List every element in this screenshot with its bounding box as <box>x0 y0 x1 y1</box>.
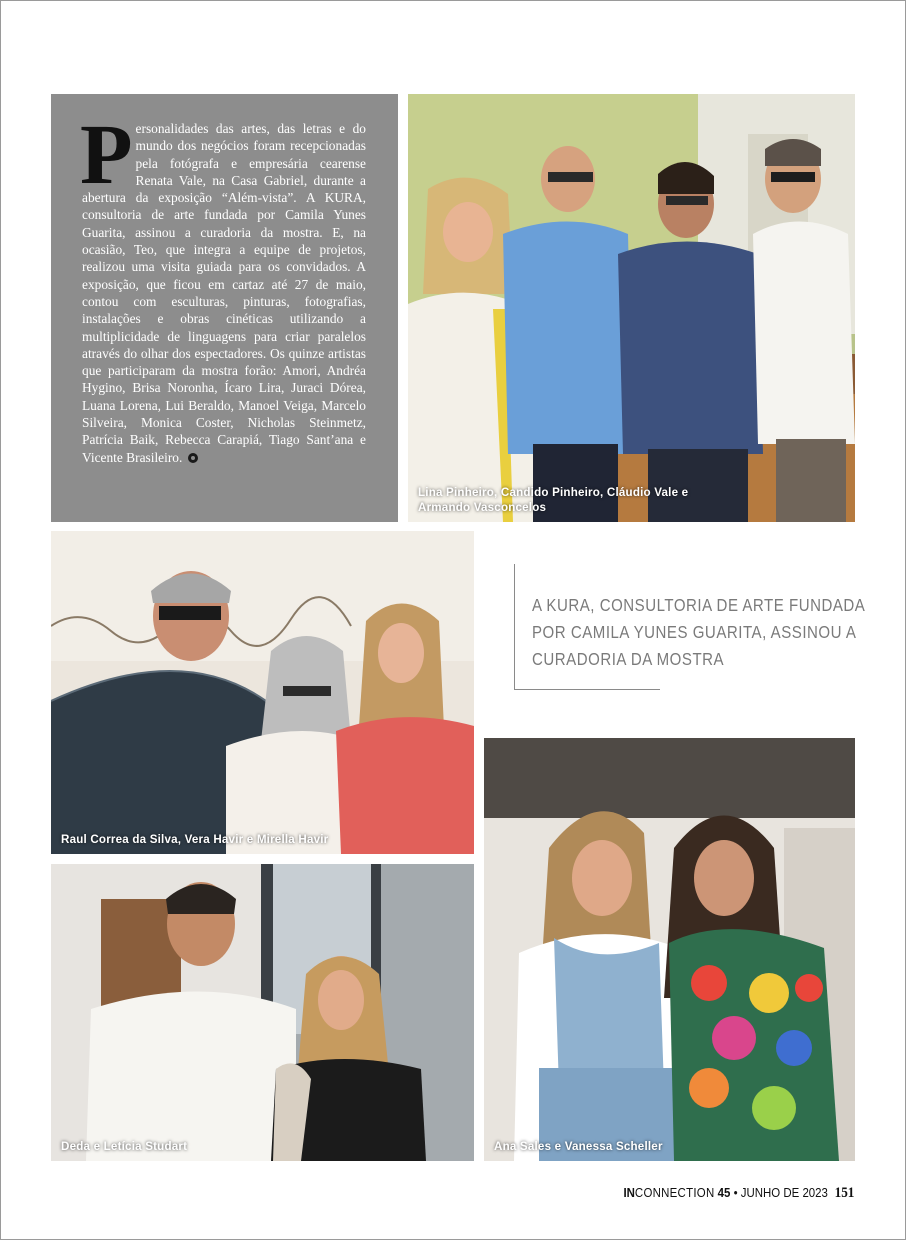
brand-name-bold: IN <box>623 1185 635 1200</box>
photo-duo-ana-image <box>484 738 855 1161</box>
photo-caption: Lina Pinheiro, Candido Pinheiro, Cláudio Vale e Armando Vasconcelos <box>418 486 689 514</box>
pull-quote-vertical-rule <box>514 564 515 690</box>
drop-cap: P <box>80 106 133 202</box>
pull-quote-text <box>532 592 866 673</box>
issue-number: 45 <box>717 1185 730 1200</box>
intro-text-box <box>51 94 398 522</box>
page-footer <box>623 1185 854 1202</box>
intro-paragraph <box>80 106 366 466</box>
photo-couple-deda-image <box>51 864 474 1161</box>
photo-duo-ana <box>484 738 855 1161</box>
pull-quote-horizontal-rule <box>514 689 660 690</box>
pull-quote-line: CURADORIA DA MOSTRA <box>532 649 725 669</box>
photo-couple-deda <box>51 864 474 1161</box>
end-of-article-icon <box>188 453 198 463</box>
pull-quote <box>514 564 866 690</box>
pull-quote-line: A KURA, CONSULTORIA DE ARTE FUNDADA <box>532 595 866 615</box>
page-number: 151 <box>834 1185 854 1201</box>
intro-body: ersonalidades das artes, das letras e do mundo dos negócios foram recepcionadas pela fotógrafa e empresária cearense Renata Vale, na Casa Gabriel, durante a abertura da exposição “Além-vista”. A KURA, consultoria de arte fundada por Camila Yunes Guarita, assinou a curadoria da mostra. E, na ocasião, Teo, que integra a equipe de projetos, realizou uma visita guiada para os convidados. A exposição, que ficou em cartaz até 27 de maio, contou com esculturas, pinturas, fotografias, instalações e obras cinéticas utilizando a multiplicidade de linguagens para criar paralelos através do olhar dos espectadores. Os quinze artistas que participaram da mostra forão: Amori, Andréa Hygino, Brisa Noronha, Ícaro Lira, Juraci Dórea, Luana Lorena, Lui Beraldo, Manoel Veiga, Marcelo Silveira, Monica Coster, Nicholas Steinmetz, Patrícia Baik, Rebecca Carapiá, Tiago Sant’ana e Vicente Brasileiro. <box>82 121 366 465</box>
photo-group-four <box>408 94 855 522</box>
photo-caption: Ana Sales e Vanessa Scheller <box>494 1140 663 1153</box>
footer-separator: • <box>733 1185 738 1200</box>
photo-caption: Raul Correa da Silva, Vera Havir e Mirella Havir <box>61 833 329 846</box>
photo-group-three-image <box>51 531 474 854</box>
issue-date: JUNHO DE 2023 <box>740 1185 828 1200</box>
photo-group-four-image <box>408 94 855 522</box>
photo-group-three <box>51 531 474 854</box>
photo-caption: Deda e Letícia Studart <box>61 1140 188 1153</box>
pull-quote-line: POR CAMILA YUNES GUARITA, ASSINOU A <box>532 622 857 642</box>
brand-name-rest: CONNECTION <box>634 1185 715 1200</box>
